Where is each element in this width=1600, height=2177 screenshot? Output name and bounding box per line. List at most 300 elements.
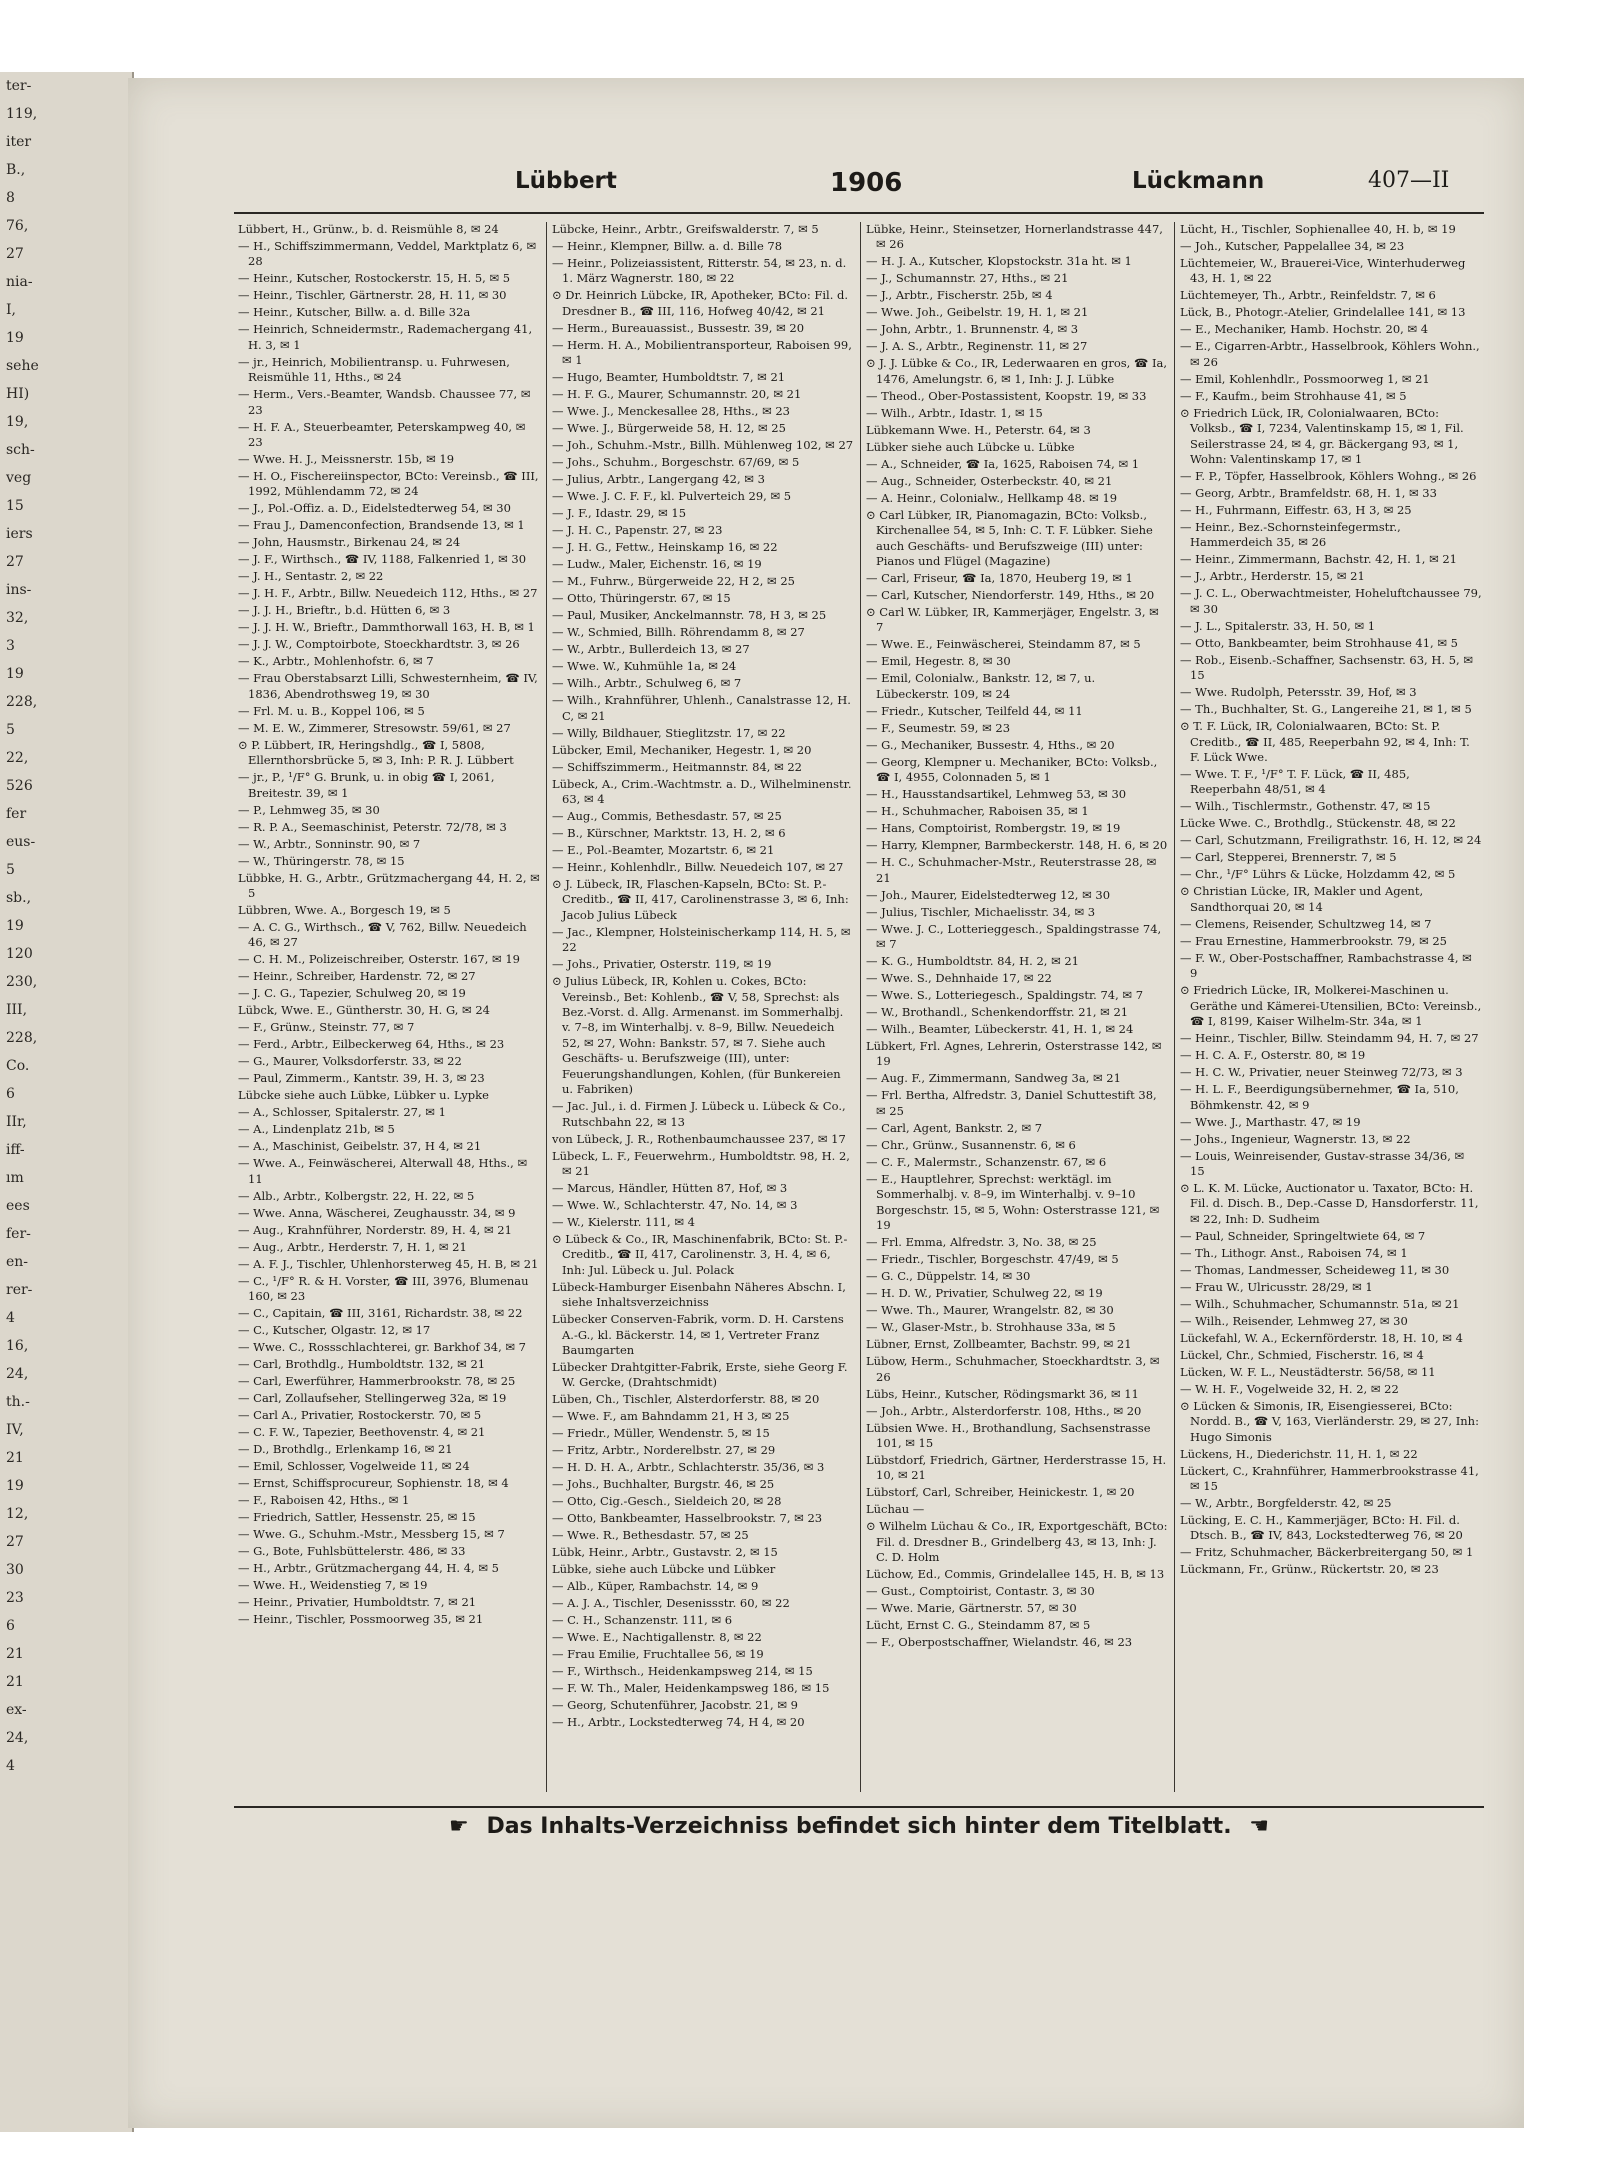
directory-entry: Lübcker, Emil, Mechaniker, Hegestr. 1, ✉ 20 <box>552 742 812 757</box>
directory-entry: — G. C., Düppelstr. 14, ✉ 30 <box>866 1269 1031 1284</box>
directory-entry: — M. E. W., Zimmerer, Stresowstr. 59/61, ✉ 27 <box>238 720 511 735</box>
directory-entry: — Wilh., Arbtr., Schulweg 6, ✉ 7 <box>552 676 742 691</box>
margin-fragment: sch- <box>6 442 35 458</box>
margin-fragment: eus- <box>6 834 36 850</box>
margin-fragment: 32, <box>6 610 29 626</box>
directory-entry: — Carl, Zollaufseher, Stellingerweg 32a, ✉ 19 <box>238 1391 507 1406</box>
directory-entry: Lüben, Ch., Tischler, Alsterdorferstr. 88, ✉ 20 <box>552 1392 820 1407</box>
directory-entry: — Harry, Klempner, Barmbeckerstr. 148, H. 6, ✉ 20 <box>866 838 1168 853</box>
directory-entry: — J. L., Spitalerstr. 33, H. 50, ✉ 1 <box>1180 618 1376 633</box>
margin-fragment: 4 <box>6 1310 15 1326</box>
directory-entry: Lübbke, H. G., Arbtr., Grützmachergang 44, H. 2, ✉ 5 <box>238 870 540 901</box>
directory-entry: — H. C., Schuhmacher-Mstr., Reuterstrasse 28, ✉ 21 <box>866 855 1157 885</box>
directory-entry: — Herm., Bureauassist., Bussestr. 39, ✉ 20 <box>552 320 805 335</box>
footer-divider <box>234 1806 1484 1808</box>
directory-entry: — Ferd., Arbtr., Eilbeckerweg 64, Hths., ✉ 23 <box>238 1037 505 1052</box>
margin-fragment: 27 <box>6 246 24 262</box>
directory-entry: — Aug., Schneider, Osterbeckstr. 40, ✉ 21 <box>866 473 1113 488</box>
directory-entry: — F., Kaufm., beim Strohhause 41, ✉ 5 <box>1180 388 1407 403</box>
margin-fragment: fer <box>6 806 27 822</box>
pointing-hand-icon: ☛ <box>449 1814 469 1839</box>
margin-fragment: ım <box>6 1170 24 1186</box>
directory-entry: — Carl, Ewerführer, Hammerbrookstr. 78, ✉ 25 <box>238 1374 516 1389</box>
directory-entry: von Lübeck, J. R., Rothenbaumchaussee 237, ✉ 17 <box>552 1131 846 1146</box>
directory-entry: — Frau W., Ulricusstr. 28/29, ✉ 1 <box>1180 1279 1373 1294</box>
footer-note <box>234 1814 1484 1839</box>
margin-fragment: iff- <box>6 1142 25 1158</box>
margin-fragment: 230, <box>6 974 38 990</box>
margin-fragment: veg <box>6 470 32 486</box>
directory-entry: Lübsien Wwe. H., Brothandlung, Sachsenstrasse 101, ✉ 15 <box>866 1420 1151 1450</box>
margin-fragment: 30 <box>6 1562 24 1578</box>
margin-fragment: 526 <box>6 778 33 794</box>
directory-entry: — Friedr., Tischler, Borgeschstr. 47/49, ✉ 5 <box>866 1252 1119 1267</box>
column-divider <box>546 222 547 1792</box>
column-1 <box>238 222 540 1792</box>
margin-fragment: HI) <box>6 386 30 402</box>
directory-entry: — Frau J., Damenconfection, Brandsende 13, ✉ 1 <box>238 518 525 533</box>
margin-fragment: 228, <box>6 694 38 710</box>
directory-entry: — jr., P., ¹/F° G. Brunk, u. in obig ☎ I, 2061, Breitestr. 39, ✉ 1 <box>238 770 495 800</box>
margin-fragment: 8 <box>6 190 15 206</box>
directory-entry: — Willy, Bildhauer, Stieglitzstr. 17, ✉ 22 <box>552 725 786 740</box>
directory-entry: — Chr., Grünw., Susannenstr. 6, ✉ 6 <box>866 1137 1076 1152</box>
directory-entry: — Wwe. J. C. F. F., kl. Pulverteich 29, ✉ 5 <box>552 489 792 504</box>
directory-entry: — F. W., Ober-Postschaffner, Rambachstrasse 4, ✉ 9 <box>1180 950 1472 981</box>
directory-entry: — Wwe. C., Rossschlachterei, gr. Barkhof 34, ✉ 7 <box>238 1340 526 1355</box>
header-divider <box>234 212 1484 214</box>
directory-entry: — F. W. Th., Maler, Heidenkampsweg 186, ✉ 15 <box>552 1681 830 1696</box>
directory-entry: — Friedr., Kutscher, Teilfeld 44, ✉ 11 <box>866 703 1083 718</box>
directory-entry: — E., Hauptlehrer, Sprechst: werktägl. im Sommerhalbj. v. 8–9, im Winterhalbj. v. 9–10 Borgeschstr. 15, ✉ 5, Wohn: Osterstrasse 121, ✉ 19 <box>866 1171 1160 1233</box>
directory-entry: ⊙ Christian Lücke, IR, Makler und Agent, Sandthorquai 20, ✉ 14 <box>1180 884 1424 914</box>
directory-entry: — Wwe. S., Dehnhaide 17, ✉ 22 <box>866 971 1052 986</box>
directory-entry: — Marcus, Händler, Hütten 87, Hof, ✉ 3 <box>552 1180 788 1195</box>
margin-fragment: 21 <box>6 1646 24 1662</box>
column-3 <box>866 222 1168 1792</box>
directory-entry: — Heinr., Zimmermann, Bachstr. 42, H. 1, ✉ 21 <box>1180 552 1457 567</box>
margin-fragment: 19 <box>6 1478 24 1494</box>
directory-entry: ⊙ Lübeck & Co., IR, Maschinenfabrik, BCto: St. P.-Creditb., ☎ II, 417, Carolinenstr. 3, H. 4, ✉ 6, Inh: Jul. Lübeck u. Jul. Polack <box>552 1231 848 1277</box>
page-header <box>200 168 1470 208</box>
directory-entry: — Heinr., Polizeiassistent, Ritterstr. 54, ✉ 23, n. d. 1. März Wagnerstr. 180, ✉ 22 <box>552 256 847 286</box>
margin-fragment: 16, <box>6 1338 29 1354</box>
directory-entry: — Carl A., Privatier, Rostockerstr. 70, ✉ 5 <box>238 1408 482 1423</box>
directory-entry: — K., Arbtr., Mohlenhofstr. 6, ✉ 7 <box>238 654 434 669</box>
directory-entry: — H. C. A. F., Osterstr. 80, ✉ 19 <box>1180 1048 1366 1063</box>
directory-entry: — H. F. G., Maurer, Schumannstr. 20, ✉ 21 <box>552 387 802 402</box>
directory-entry: — A., Maschinist, Geibelstr. 37, H 4, ✉ 21 <box>238 1139 482 1154</box>
directory-entry: — R. P. A., Seemaschinist, Peterstr. 72/78, ✉ 3 <box>238 819 507 834</box>
directory-entry: — Emil, Kohlenhdlr., Possmoorweg 1, ✉ 21 <box>1180 371 1430 386</box>
directory-entry: — Clemens, Reisender, Schultzweg 14, ✉ 7 <box>1180 916 1432 931</box>
directory-entry: — J. F., Idastr. 29, ✉ 15 <box>552 506 687 521</box>
margin-fragment: 19 <box>6 918 24 934</box>
margin-fragment: 120 <box>6 946 33 962</box>
margin-fragment: 76, <box>6 218 29 234</box>
directory-entry: — D., Brothdlg., Erlenkamp 16, ✉ 21 <box>238 1442 453 1457</box>
directory-entry: ⊙ L. K. M. Lücke, Auctionator u. Taxator, BCto: H. Fil. d. Disch. B., Dep.-Casse D, Hansdorferstr. 11, ✉ 22, Inh: D. Sudheim <box>1180 1180 1479 1226</box>
directory-entry: — Heinr., Kutscher, Rostockerstr. 15, H. 5, ✉ 5 <box>238 271 511 286</box>
margin-fragment: 27 <box>6 1534 24 1550</box>
directory-entry: — H., Schiffszimmermann, Veddel, Marktplatz 6, ✉ 28 <box>238 239 537 269</box>
directory-entry: — H., Fuhrmann, Eiffestr. 63, H 3, ✉ 25 <box>1180 503 1412 518</box>
directory-entry: — A. C. G., Wirthsch., ☎ V, 762, Billw. Neuedeich 46, ✉ 27 <box>238 920 527 950</box>
directory-entry: — Ludw., Maler, Eichenstr. 16, ✉ 19 <box>552 557 762 572</box>
directory-entry: — Heinr., Tischler, Gärtnerstr. 28, H. 11, ✉ 30 <box>238 288 507 303</box>
directory-entry: — Joh., Arbtr., Alsterdorferstr. 108, Hths., ✉ 20 <box>866 1403 1142 1418</box>
directory-entry: ⊙ Lücken & Simonis, IR, Eisengiesserei, BCto: Nordd. B., ☎ V, 163, Vierländerstr. 29, ✉ 27, Inh: Hugo Simonis <box>1180 1398 1479 1444</box>
directory-entry: — Georg, Klempner u. Mechaniker, BCto: Volksb., ☎ I, 4955, Colonnaden 5, ✉ 1 <box>866 754 1158 785</box>
directory-entry: — J. H. C., Papenstr. 27, ✉ 23 <box>552 523 723 538</box>
directory-entry: — E., Cigarren-Arbtr., Hasselbrook, Köhlers Wohn., ✉ 26 <box>1180 339 1480 369</box>
directory-entry: Lückefahl, W. A., Eckernförderstr. 18, H. 10, ✉ 4 <box>1180 1330 1463 1345</box>
margin-fragment: I, <box>6 302 16 318</box>
directory-entry: ⊙ Dr. Heinrich Lübcke, IR, Apotheker, BCto: Fil. d. Dresdner B., ☎ III, 116, Hofweg 40/42, ✉ 21 <box>552 288 849 318</box>
directory-entry: ⊙ Friedrich Lück, IR, Colonialwaaren, BCto: Volksb., ☎ I, 7234, Valentinskamp 15, ✉ 1, Fil. Seilerstrasse 24, ✉ 4, gr. Bäckergang 93, ✉ 1, Wohn: Valentinskamp 17, ✉ 1 <box>1180 405 1464 467</box>
directory-entry: — H. D. W., Privatier, Schulweg 22, ✉ 19 <box>866 1286 1103 1301</box>
directory-entry: — F., Wirthsch., Heidenkampsweg 214, ✉ 15 <box>552 1664 813 1679</box>
directory-entry: Lübow, Herm., Schuhmacher, Stoeckhardtstr. 3, ✉ 26 <box>866 1354 1160 1384</box>
pointing-hand-icon: ☚ <box>1249 1814 1269 1839</box>
directory-entry: — Frl. Emma, Alfredstr. 3, No. 38, ✉ 25 <box>866 1235 1097 1250</box>
directory-entry: — Wwe. J. C., Lotterieggesch., Spaldingstrasse 74, ✉ 7 <box>866 921 1162 952</box>
directory-entry: — J. J. H. W., Brieftr., Dammthorwall 163, H. B, ✉ 1 <box>238 620 535 635</box>
header-last-name: Lückmann <box>1132 168 1265 194</box>
directory-entry: — J., Pol.-Offiz. a. D., Eidelstedterweg 54, ✉ 30 <box>238 501 511 516</box>
margin-fragment: ees <box>6 1198 30 1214</box>
margin-fragment: 21 <box>6 1674 24 1690</box>
directory-entry: Lübkemann Wwe. H., Peterstr. 64, ✉ 3 <box>866 422 1091 437</box>
directory-entry: — J. F., Wirthsch., ☎ IV, 1188, Falkenried 1, ✉ 30 <box>238 552 527 567</box>
margin-fragment: en- <box>6 1254 29 1270</box>
directory-entry: — H., Schuhmacher, Raboisen 35, ✉ 1 <box>866 804 1089 819</box>
directory-entry: — Th., Lithogr. Anst., Raboisen 74, ✉ 1 <box>1180 1245 1408 1260</box>
directory-entry: — Carl, Schutzmann, Freiligrathstr. 16, H. 12, ✉ 24 <box>1180 833 1482 848</box>
adjacent-page-margin <box>0 72 134 2132</box>
directory-entry: — Aug., Arbtr., Herderstr. 7, H. 1, ✉ 21 <box>238 1239 467 1254</box>
directory-entry: — Friedrich, Sattler, Hessenstr. 25, ✉ 15 <box>238 1510 476 1525</box>
directory-entry: — Wilh., Krahnführer, Uhlenh., Canalstrasse 12, H. C, ✉ 21 <box>552 693 851 723</box>
directory-entry: — F., Seumestr. 59, ✉ 23 <box>866 720 1011 735</box>
directory-entry: — G., Mechaniker, Bussestr. 4, Hths., ✉ 20 <box>866 737 1115 752</box>
directory-entry: — C. H. M., Polizeischreiber, Osterstr. 167, ✉ 19 <box>238 952 520 967</box>
directory-entry: Lübcke siehe auch Lübke, Lübker u. Lypke <box>238 1088 489 1103</box>
directory-entry: — Paul, Musiker, Anckelmannstr. 78, H 3, ✉ 25 <box>552 608 827 623</box>
directory-entry: — W. H. F., Vogelweide 32, H. 2, ✉ 22 <box>1180 1381 1399 1396</box>
directory-entry: — Otto, Bankbeamter, Hasselbrookstr. 7, ✉ 23 <box>552 1511 823 1526</box>
directory-entry: — W., Thüringerstr. 78, ✉ 15 <box>238 853 405 868</box>
margin-fragment: 21 <box>6 1450 24 1466</box>
directory-entry: — C., Kutscher, Olgastr. 12, ✉ 17 <box>238 1323 431 1338</box>
directory-entry: ⊙ T. F. Lück, IR, Colonialwaaren, BCto: St. P. Creditb., ☎ II, 485, Reeperbahn 92, ✉ 4, Inh: T. F. Lück Wwe. <box>1180 719 1470 765</box>
directory-entry: — Otto, Bankbeamter, beim Strohhause 41, ✉ 5 <box>1180 635 1458 650</box>
directory-entry: — Wwe. H., Weidenstieg 7, ✉ 19 <box>238 1578 428 1593</box>
directory-entry: — J. C. L., Oberwachtmeister, Hoheluftchaussee 79, ✉ 30 <box>1180 586 1482 616</box>
margin-fragment: iter <box>6 134 32 150</box>
directory-entry: — Wwe. E., Nachtigallenstr. 8, ✉ 22 <box>552 1630 762 1645</box>
margin-fragment: th.- <box>6 1394 30 1410</box>
directory-entry: Lübeck-Hamburger Eisenbahn Näheres Abschn. I, siehe Inhaltsverzeichniss <box>552 1279 846 1310</box>
directory-entry: Lückmann, Fr., Grünw., Rückertstr. 20, ✉ 23 <box>1180 1562 1439 1577</box>
directory-entry: ⊙ Wilhelm Lüchau & Co., IR, Exportgeschäft, BCto: Fil. d. Dresdner B., Grindelberg 43, ✉ 13, Inh: J. C. D. Holm <box>866 1519 1168 1565</box>
directory-entry: — Wwe. Joh., Geibelstr. 19, H. 1, ✉ 21 <box>866 305 1089 320</box>
directory-entry: — G., Bote, Fuhlsbüttelerstr. 486, ✉ 33 <box>238 1544 466 1559</box>
directory-entry: — Carl, Kutscher, Niendorferstr. 149, Hths., ✉ 20 <box>866 588 1155 603</box>
column-divider <box>1174 222 1175 1792</box>
directory-entry: — J., Arbtr., Herderstr. 15, ✉ 21 <box>1180 569 1365 584</box>
directory-entry: — Rob., Eisenb.-Schaffner, Sachsenstr. 63, H. 5, ✉ 15 <box>1180 652 1473 683</box>
margin-fragment: iers <box>6 526 33 542</box>
margin-fragment: 228, <box>6 1030 38 1046</box>
directory-entry: Lübcke, Heinr., Arbtr., Greifswalderstr. 7, ✉ 5 <box>552 222 819 236</box>
directory-entry: — Wwe. J., Bürgerweide 58, H. 12, ✉ 25 <box>552 421 786 436</box>
directory-entry: — J. A. S., Arbtr., Reginenstr. 11, ✉ 27 <box>866 339 1088 354</box>
page-number: 407—II <box>1368 168 1450 193</box>
directory-entry: — Wilh., Tischlermstr., Gothenstr. 47, ✉ 15 <box>1180 799 1431 814</box>
directory-entry: — W., Glaser-Mstr., b. Strohhause 33a, ✉ 5 <box>866 1320 1116 1335</box>
directory-entry: — Joh., Schuhm.-Mstr., Billh. Mühlenweg 102, ✉ 27 <box>552 438 854 453</box>
directory-entry: — Wwe. J., Marthastr. 47, ✉ 19 <box>1180 1114 1361 1129</box>
directory-entry: — Wwe. S., Lotteriegesch., Spaldingstr. 74, ✉ 7 <box>866 988 1144 1003</box>
directory-entry: Lübstorf, Carl, Schreiber, Heinickestr. 1, ✉ 20 <box>866 1485 1135 1500</box>
directory-entry: — Heinr., Klempner, Billw. a. d. Bille 78 <box>552 239 783 253</box>
directory-entry: — Paul, Zimmerm., Kantstr. 39, H. 3, ✉ 23 <box>238 1071 485 1086</box>
directory-entry: — Fritz, Arbtr., Norderelbstr. 27, ✉ 29 <box>552 1443 776 1458</box>
margin-fragment: 19, <box>6 414 29 430</box>
directory-entry: — F., Raboisen 42, Hths., ✉ 1 <box>238 1493 410 1508</box>
directory-entry: Lücking, E. C. H., Kammerjäger, BCto: H. Fil. d. Dtsch. B., ☎ IV, 843, Lockstedterweg 76, ✉ 20 <box>1180 1512 1463 1543</box>
margin-fragment: 24, <box>6 1366 29 1382</box>
margin-fragment: 22, <box>6 750 29 766</box>
directory-entry: Lübs, Heinr., Kutscher, Rödingsmarkt 36, ✉ 11 <box>866 1386 1139 1401</box>
margin-fragment: 15 <box>6 498 24 514</box>
directory-entry: — Carl, Stepperei, Brennerstr. 7, ✉ 5 <box>1180 850 1397 865</box>
directory-entry: — Th., Buchhalter, St. G., Langereihe 21, ✉ 1, ✉ 5 <box>1180 702 1472 717</box>
margin-fragment: Co. <box>6 1058 30 1074</box>
directory-entry: — J. J. H., Brieftr., b.d. Hütten 6, ✉ 3 <box>238 603 451 618</box>
directory-entry: — Wilh., Schuhmacher, Schumannstr. 51a, ✉ 21 <box>1180 1296 1460 1311</box>
directory-entry: — B., Kürschner, Marktstr. 13, H. 2, ✉ 6 <box>552 826 786 841</box>
directory-entry: — Wwe. E., Feinwäscherei, Steindamm 87, ✉ 5 <box>866 637 1141 652</box>
directory-entry: — J. H. F., Arbtr., Billw. Neuedeich 112, Hths., ✉ 27 <box>238 586 538 601</box>
directory-entry: — jr., Heinrich, Mobilientransp. u. Fuhrwesen, Reismühle 11, Hths., ✉ 24 <box>238 354 510 385</box>
directory-entry: ⊙ Friedrich Lücke, IR, Molkerei-Maschinen u. Geräthe und Kämerei-Utensilien, BCto: Vereinsb., ☎ I, 8199, Kaiser Wilhelm-Str. 34a, ✉ 1 <box>1180 983 1482 1029</box>
directory-entry: — Otto, Cig.-Gesch., Sieldeich 20, ✉ 28 <box>552 1494 782 1509</box>
directory-entry: Lüchtemeyer, Th., Arbtr., Reinfeldstr. 7, ✉ 6 <box>1180 288 1436 303</box>
directory-entry: — Frau Oberstabsarzt Lilli, Schwesternheim, ☎ IV, 1836, Abendrothsweg 19, ✉ 30 <box>238 671 538 701</box>
directory-entry: — Wwe. F., am Bahndamm 21, H 3, ✉ 25 <box>552 1409 790 1424</box>
directory-entry: — Heinrich, Schneidermstr., Rademachergang 41, H. 3, ✉ 1 <box>238 322 533 352</box>
directory-entry: — Wwe. G., Schuhm.-Mstr., Messberg 15, ✉ 7 <box>238 1527 505 1542</box>
directory-entry: — Julius, Tischler, Michaelisstr. 34, ✉ 3 <box>866 904 1096 919</box>
directory-entry: — H., Arbtr., Lockstedterweg 74, H 4, ✉ 20 <box>552 1715 805 1730</box>
directory-entry: — W., Brothandl., Schenkendorffstr. 21, ✉ 21 <box>866 1005 1129 1020</box>
directory-entry: — A. F. J., Tischler, Uhlenhorsterweg 45, H. B, ✉ 21 <box>238 1256 539 1271</box>
directory-entry: — Alb., Küper, Rambachstr. 14, ✉ 9 <box>552 1579 759 1594</box>
directory-entry: — Aug., Krahnführer, Norderstr. 89, H. 4, ✉ 21 <box>238 1222 512 1237</box>
margin-fragment: sehe <box>6 358 39 374</box>
margin-fragment: 24, <box>6 1730 29 1746</box>
directory-entry: Lücke Wwe. C., Brothdlg., Stückenstr. 48, ✉ 22 <box>1180 816 1456 831</box>
directory-entry: — Emil, Hegestr. 8, ✉ 30 <box>866 654 1011 669</box>
directory-entry: — Wwe. Marie, Gärtnerstr. 57, ✉ 30 <box>866 1601 1077 1616</box>
margin-fragment: 3 <box>6 638 15 654</box>
margin-fragment: 4 <box>6 1758 15 1774</box>
directory-entry: — Carl, Brothdlg., Humboldtstr. 132, ✉ 21 <box>238 1357 486 1372</box>
directory-entry: — Julius, Arbtr., Langergang 42, ✉ 3 <box>552 472 765 487</box>
directory-entry: — W., Arbtr., Bullerdeich 13, ✉ 27 <box>552 642 750 657</box>
margin-fragment: ins- <box>6 582 32 598</box>
directory-entry: — Wwe. R., Bethesdastr. 57, ✉ 25 <box>552 1528 749 1543</box>
directory-entry: ⊙ J. Lübeck, IR, Flaschen-Kapseln, BCto: St. P.-Creditb., ☎ II, 417, Carolinenstrasse 3, ✉ 6, Inh: Jacob Julius Lübeck <box>552 877 849 922</box>
directory-entry: — Johs., Privatier, Osterstr. 119, ✉ 19 <box>552 957 772 972</box>
directory-entry: Lücken, W. F. L., Neustädterstr. 56/58, ✉ 11 <box>1180 1364 1436 1379</box>
directory-entry: — Heinr., Kohlenhdlr., Billw. Neuedeich 107, ✉ 27 <box>552 860 844 875</box>
directory-entry: — Wilh., Reisender, Lehmweg 27, ✉ 30 <box>1180 1313 1408 1328</box>
directory-entry: — H. D. H. A., Arbtr., Schlachterstr. 35/36, ✉ 3 <box>552 1460 825 1475</box>
directory-entry: — H., Arbtr., Grützmachergang 44, H. 4, ✉ 5 <box>238 1561 499 1576</box>
directory-entry: — F., Oberpostschaffner, Wielandstr. 46, ✉ 23 <box>866 1635 1133 1650</box>
directory-entry: — H. J. A., Kutscher, Klopstockstr. 31a ht. ✉ 1 <box>866 254 1132 269</box>
directory-entry: — J. H. G., Fettw., Heinskamp 16, ✉ 22 <box>552 540 778 555</box>
directory-entry: — Emil, Colonialw., Bankstr. 12, ✉ 7, u. Lübeckerstr. 109, ✉ 24 <box>866 671 1096 701</box>
directory-entry: — Hugo, Beamter, Humboldtstr. 7, ✉ 21 <box>552 370 786 385</box>
directory-entry: — Friedr., Müller, Wendenstr. 5, ✉ 15 <box>552 1426 770 1441</box>
directory-entry: Lübner, Ernst, Zollbeamter, Bachstr. 99, ✉ 21 <box>866 1337 1132 1352</box>
directory-entry: — A., Lindenplatz 21b, ✉ 5 <box>238 1122 395 1137</box>
directory-entry: — Johs., Buchhalter, Burgstr. 46, ✉ 25 <box>552 1477 775 1492</box>
directory-entry: — A. Heinr., Colonialw., Hellkamp 48. ✉ 19 <box>866 490 1118 505</box>
directory-entry: — Aug. F., Zimmermann, Sandweg 3a, ✉ 21 <box>866 1071 1121 1086</box>
directory-entry: ⊙ Carl Lübker, IR, Pianomagazin, BCto: Volksb., Kirchenallee 54, ✉ 5, Inh: C. T. F. Lübker. Siehe auch Geschäfts- und Berufszweige (III) unter: Pianos und Flügel (Magazine) <box>866 507 1153 569</box>
margin-fragment: 27 <box>6 554 24 570</box>
directory-entry: — Jac., Klempner, Holsteinischerkamp 114, H. 5, ✉ 22 <box>552 924 851 955</box>
directory-entry: Lübbren, Wwe. A., Borgesch 19, ✉ 5 <box>238 903 451 918</box>
directory-entry: — Ernst, Schiffsprocureur, Sophienstr. 18, ✉ 4 <box>238 1476 509 1491</box>
directory-entry: — Wilh., Beamter, Lübeckerstr. 41, H. 1, ✉ 24 <box>866 1022 1134 1037</box>
directory-entry: — Herm. H. A., Mobilientransporteur, Raboisen 99, ✉ 1 <box>552 337 852 368</box>
directory-entry: — Wwe. Th., Maurer, Wrangelstr. 82, ✉ 30 <box>866 1303 1114 1318</box>
directory-entry: — K. G., Humboldtstr. 84, H. 2, ✉ 21 <box>866 954 1079 969</box>
directory-entry: — F. P., Töpfer, Hasselbrook, Köhlers Wohng., ✉ 26 <box>1180 469 1477 484</box>
directory-entry: Lüchau — <box>866 1502 925 1517</box>
directory-entry: ⊙ Carl W. Lübker, IR, Kammerjäger, Engelstr. 3, ✉ 7 <box>866 605 1159 635</box>
directory-entry: Lüchtemeier, W., Brauerei-Vice, Winterhuderweg 43, H. 1, ✉ 22 <box>1180 256 1466 286</box>
column-divider <box>860 222 861 1792</box>
directory-entry: — Wwe. W., Kuhmühle 1a, ✉ 24 <box>552 659 737 674</box>
directory-entry: — Frl. M. u. B., Koppel 106, ✉ 5 <box>238 703 425 718</box>
directory-entry: — Wwe. Rudolph, Petersstr. 39, Hof, ✉ 3 <box>1180 685 1417 700</box>
margin-fragment: 6 <box>6 1618 15 1634</box>
directory-entry: — Paul, Schneider, Springeltwiete 64, ✉ 7 <box>1180 1228 1426 1243</box>
directory-entry: — Fritz, Schuhmacher, Bäckerbreitergang 50, ✉ 1 <box>1180 1545 1474 1560</box>
column-2 <box>552 222 854 1792</box>
directory-entry: — J., Arbtr., Fischerstr. 25b, ✉ 4 <box>866 288 1053 303</box>
directory-entry: — E., Mechaniker, Hamb. Hochstr. 20, ✉ 4 <box>1180 322 1429 337</box>
directory-entry: — C., Capitain, ☎ III, 3161, Richardstr. 38, ✉ 22 <box>238 1306 523 1321</box>
directory-entry: Lückel, Chr., Schmied, Fischerstr. 16, ✉ 4 <box>1180 1347 1424 1362</box>
directory-entry: — C. H., Schanzenstr. 111, ✉ 6 <box>552 1613 733 1628</box>
directory-entry: — Jac. Jul., i. d. Firmen J. Lübeck u. Lübeck & Co., Rutschbahn 22, ✉ 13 <box>552 1099 846 1129</box>
directory-entry: — H. O., Fischereiinspector, BCto: Vereinsb., ☎ III, 1992, Mühlendamm 72, ✉ 24 <box>238 469 539 499</box>
directory-entry: — Wwe. H. J., Meissnerstr. 15b, ✉ 19 <box>238 452 455 467</box>
directory-entry: — Alb., Arbtr., Kolbergstr. 22, H. 22, ✉ 5 <box>238 1188 475 1203</box>
directory-entry: — H. F. A., Steuerbeamter, Peterskampweg 40, ✉ 23 <box>238 419 526 450</box>
margin-fragment: III, <box>6 1002 28 1018</box>
directory-entry: — C. F. W., Tapezier, Beethovenstr. 4, ✉ 21 <box>238 1425 486 1440</box>
directory-entry: — W., Schmied, Billh. Röhrendamm 8, ✉ 27 <box>552 625 805 640</box>
margin-fragment: 12, <box>6 1506 29 1522</box>
directory-entry: — H., Hausstandsartikel, Lehmweg 53, ✉ 30 <box>866 787 1127 802</box>
directory-entry: Lüchow, Ed., Commis, Grindelallee 145, H. B, ✉ 13 <box>866 1567 1165 1582</box>
directory-entry: — Hans, Comptoirist, Rombergstr. 19, ✉ 19 <box>866 821 1121 836</box>
margin-fragment: sb., <box>6 890 32 906</box>
directory-entry: Lübbert, H., Grünw., b. d. Reismühle 8, ✉ 24 <box>238 222 499 236</box>
column-4 <box>1180 222 1482 1792</box>
directory-entry: — Carl, Agent, Bankstr. 2, ✉ 7 <box>866 1120 1043 1135</box>
header-first-name: Lübbert <box>515 168 617 194</box>
directory-entry: — J. J. W., Comptoirbote, Stoeckhardtstr. 3, ✉ 26 <box>238 637 520 652</box>
margin-fragment: 23 <box>6 1590 24 1606</box>
directory-entry: — A. J. A., Tischler, Desenissstr. 60, ✉ 22 <box>552 1596 790 1611</box>
directory-entry: — Heinr., Tischler, Billw. Steindamm 94, H. 7, ✉ 27 <box>1180 1031 1479 1046</box>
directory-entry: Lückens, H., Diederichstr. 11, H. 1, ✉ 22 <box>1180 1446 1418 1461</box>
directory-entry: — Louis, Weinreisender, Gustav-strasse 34/36, ✉ 15 <box>1180 1148 1465 1178</box>
directory-entry: — Frau Emilie, Fruchtallee 56, ✉ 19 <box>552 1647 764 1662</box>
directory-entry: Lübkert, Frl. Agnes, Lehrerin, Osterstrasse 142, ✉ 19 <box>866 1039 1162 1069</box>
margin-fragment: ex- <box>6 1702 27 1718</box>
directory-entry: — Aug., Commis, Bethesdastr. 57, ✉ 25 <box>552 809 782 824</box>
directory-entry: — Heinr., Privatier, Humboldtstr. 7, ✉ 21 <box>238 1595 477 1610</box>
directory-entry: — Gust., Comptoirist, Contastr. 3, ✉ 30 <box>866 1584 1095 1599</box>
directory-entry: — Schiffszimmerm., Heitmannstr. 84, ✉ 22 <box>552 759 802 774</box>
directory-entry: Lübeck, A., Crim.-Wachtmstr. a. D., Wilhelminenstr. 63, ✉ 4 <box>552 776 852 807</box>
header-year: 1906 <box>830 168 903 198</box>
directory-entry: — Wilh., Arbtr., Idastr. 1, ✉ 15 <box>866 405 1043 420</box>
directory-entry: Lücht, H., Tischler, Sophienallee 40, H. b, ✉ 19 <box>1180 222 1456 236</box>
directory-entry: — J., Schumannstr. 27, Hths., ✉ 21 <box>866 271 1069 286</box>
directory-entry: — Frau Ernestine, Hammerbrookstr. 79, ✉ 25 <box>1180 933 1447 948</box>
directory-entry: — Heinr., Kutscher, Billw. a. d. Bille 32a <box>238 305 471 320</box>
directory-entry: Lübck, Wwe. E., Güntherstr. 30, H. G, ✉ 24 <box>238 1003 490 1018</box>
directory-entry: — Theod., Ober-Postassistent, Koopstr. 19, ✉ 33 <box>866 388 1147 403</box>
directory-entry: — Frl. Bertha, Alfredstr. 3, Daniel Schuttestift 38, ✉ 25 <box>866 1088 1157 1118</box>
directory-entry: ⊙ P. Lübbert, IR, Heringshdlg., ☎ I, 5808, Ellernthorsbrücke 5, ✉ 3, Inh: P. R. J. Lübbert <box>238 737 514 768</box>
margin-fragment: IV, <box>6 1422 24 1438</box>
footer-text: Das Inhalts-Verzeichniss befindet sich hinter dem Titelblatt. <box>486 1814 1232 1839</box>
directory-entry: — Wwe. W., Schlachterstr. 47, No. 14, ✉ 3 <box>552 1197 798 1212</box>
directory-entry: Lücht, Ernst C. G., Steindamm 87, ✉ 5 <box>866 1618 1091 1633</box>
directory-entry: — A., Schneider, ☎ Ia, 1625, Raboisen 74, ✉ 1 <box>866 456 1140 471</box>
directory-entry: Lübeck, L. F., Feuerwehrm., Humboldtstr. 98, H. 2, ✉ 21 <box>552 1148 850 1178</box>
directory-entry: — H. L. F., Beerdigungsübernehmer, ☎ Ia, 510, Böhmkenstr. 42, ✉ 9 <box>1180 1082 1459 1112</box>
directory-entry: — Georg, Schutenführer, Jacobstr. 21, ✉ 9 <box>552 1698 798 1713</box>
directory-entry: — Emil, Schlosser, Vogelweide 11, ✉ 24 <box>238 1459 470 1474</box>
directory-entry: — Johs., Schuhm., Borgeschstr. 67/69, ✉ 5 <box>552 455 800 470</box>
directory-entry: — Wwe. T. F., ¹/F° T. F. Lück, ☎ II, 485, Reeperbahn 48/51, ✉ 4 <box>1180 767 1410 797</box>
margin-fragment: nia- <box>6 274 33 290</box>
directory-entry: — E., Pol.-Beamter, Mozartstr. 6, ✉ 21 <box>552 843 775 858</box>
directory-entry: — W., Kielerstr. 111, ✉ 4 <box>552 1214 695 1229</box>
directory-entry: — John, Arbtr., 1. Brunnenstr. 4, ✉ 3 <box>866 322 1079 337</box>
directory-entry: — Thomas, Landmesser, Scheideweg 11, ✉ 30 <box>1180 1262 1450 1277</box>
margin-fragment: IIr, <box>6 1114 27 1130</box>
directory-entry: — A., Schlosser, Spitalerstr. 27, ✉ 1 <box>238 1105 446 1120</box>
directory-entry: — W., Arbtr., Sonninstr. 90, ✉ 7 <box>238 836 421 851</box>
directory-entry: — Otto, Thüringerstr. 67, ✉ 15 <box>552 591 731 606</box>
directory-entry: — Johs., Ingenieur, Wagnerstr. 13, ✉ 22 <box>1180 1131 1411 1146</box>
